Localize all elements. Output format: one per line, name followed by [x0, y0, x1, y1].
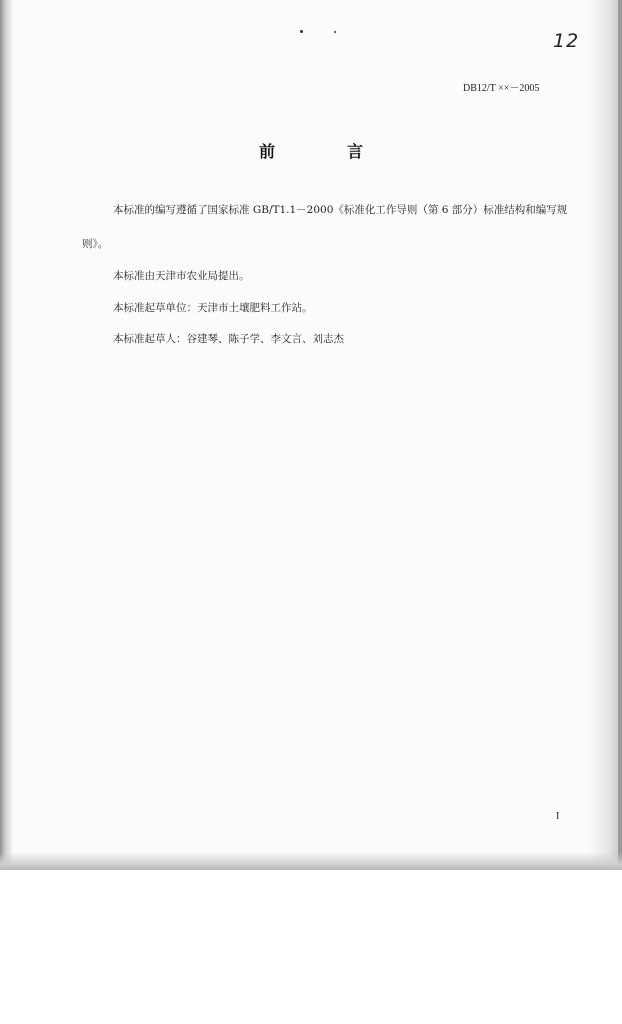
scan-left-shadow [0, 0, 12, 870]
paragraph-drafters: 本标准起草人：谷建琴、陈子学、李文言、刘志杰 [113, 333, 344, 345]
scan-bottom-shadow [0, 852, 622, 870]
scan-right-shadow [588, 0, 622, 870]
scan-dust-mark [334, 31, 336, 33]
scan-dust-mark [300, 30, 303, 33]
handwritten-page-number: 12 [553, 30, 580, 52]
scan-right-edge [618, 0, 622, 870]
paragraph-proposer: 本标准由天津市农业局提出。 [113, 270, 250, 282]
paragraph-standard-basis-line1: 本标准的编写遵循了国家标准 GB/T1.1－2000《标准化工作导则（第 6 部分）标准结构和编写规 [113, 204, 568, 216]
paragraph-standard-basis-line2: 则》。 [82, 238, 109, 250]
document-code: DB12/T ××－2005 [463, 83, 540, 94]
page-number: I [556, 811, 560, 822]
paragraph-drafting-unit: 本标准起草单位：天津市土壤肥料工作站。 [113, 302, 313, 314]
page-title: 前 言 [258, 142, 391, 161]
